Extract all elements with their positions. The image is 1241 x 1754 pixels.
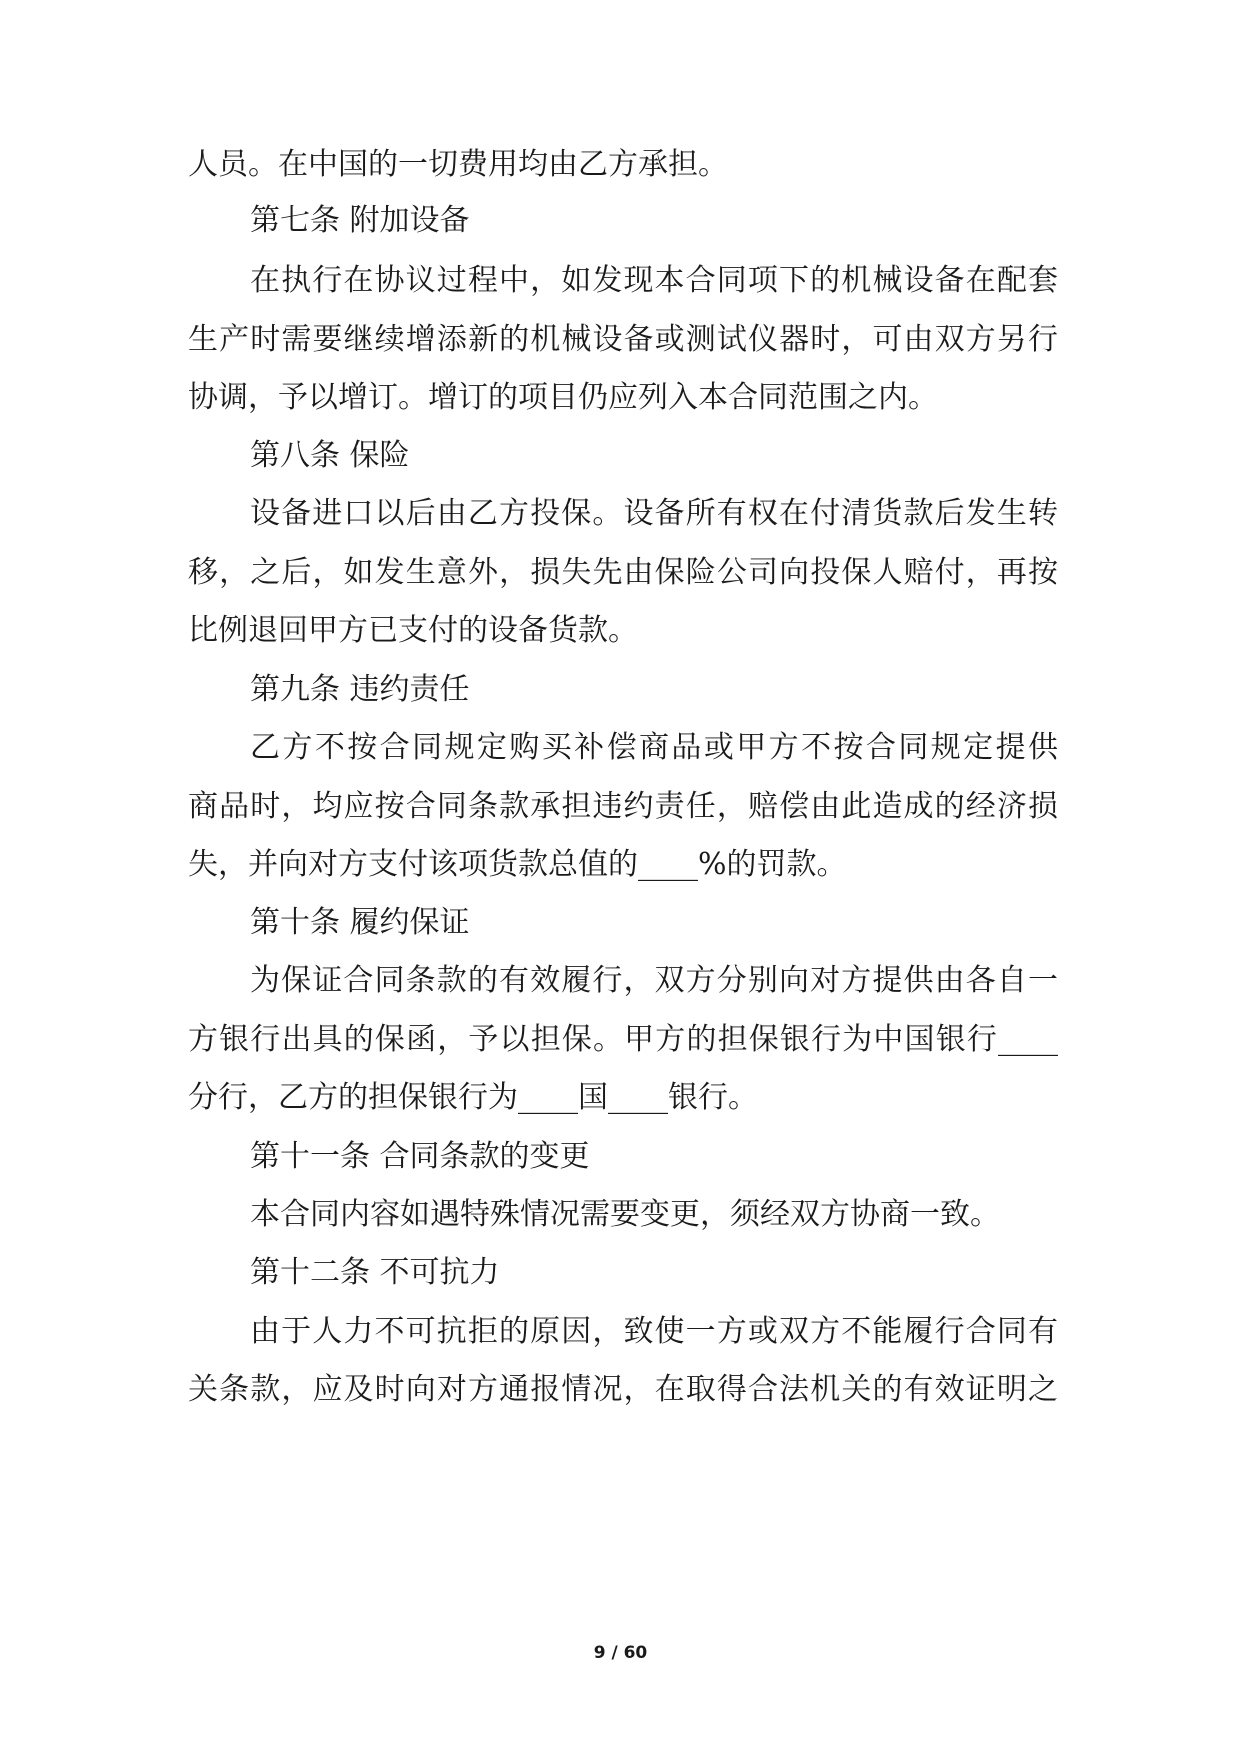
text-line: 方银行出具的保函，予以担保。甲方的担保银行为中国银行____ [188,1022,1058,1057]
article-heading: 第十条 履约保证 [250,905,470,940]
text-line: 由于人力不可抗拒的原因，致使一方或双方不能履行合同有 [250,1314,1058,1349]
text-line: 协调，予以增订。增订的项目仍应列入本合同范围之内。 [188,380,938,415]
text-line: 比例退回甲方已支付的设备货款。 [188,613,638,648]
page-number: 9 / 60 [593,1643,648,1663]
text-line: 生产时需要继续增添新的机械设备或测试仪器时，可由双方另行 [188,322,1058,357]
text-line: 人员。在中国的一切费用均由乙方承担。 [188,147,728,182]
text-line: 在执行在协议过程中，如发现本合同项下的机械设备在配套 [250,263,1058,298]
text-line: 关条款，应及时向对方通报情况，在取得合法机关的有效证明之 [188,1372,1058,1407]
article-heading: 第七条 附加设备 [250,203,470,238]
text-line: 为保证合同条款的有效履行，双方分别向对方提供由各自一 [250,963,1058,998]
text-line: 商品时，均应按合同条款承担违约责任，赔偿由此造成的经济损 [188,789,1058,824]
text-line: 乙方不按合同规定购买补偿商品或甲方不按合同规定提供 [250,730,1058,765]
article-heading: 第十一条 合同条款的变更 [250,1139,590,1174]
text-line: 移，之后，如发生意外，损失先由保险公司向投保人赔付，再按 [188,555,1058,590]
article-heading: 第十二条 不可抗力 [250,1255,500,1290]
text-line: 设备进口以后由乙方投保。设备所有权在付清货款后发生转 [250,496,1058,531]
article-heading: 第九条 违约责任 [250,672,470,707]
text-line: 分行，乙方的担保银行为____国____银行。 [188,1080,758,1115]
text-line: 本合同内容如遇特殊情况需要变更，须经双方协商一致。 [250,1197,1000,1232]
text-line: 失，并向对方支付该项货款总值的____%的罚款。 [188,847,847,882]
article-heading: 第八条 保险 [250,438,410,473]
